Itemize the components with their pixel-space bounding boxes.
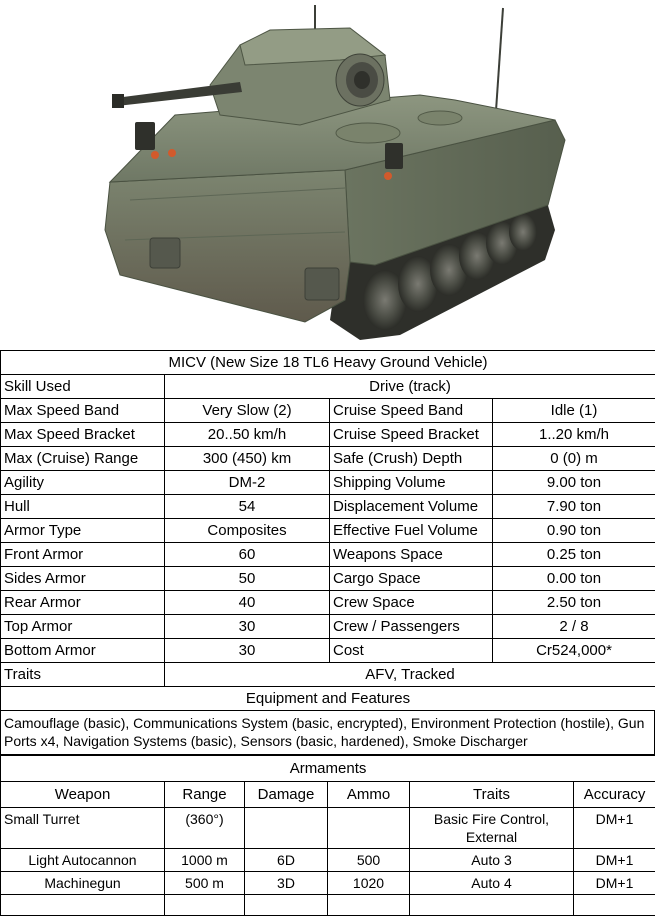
stat-value: DM-2 (165, 471, 330, 495)
skill-used-value: Drive (track) (165, 375, 655, 399)
weapon-ammo: 1020 (328, 872, 410, 895)
stat-value: 60 (165, 543, 330, 567)
stat-value: 9.00 ton (493, 471, 655, 495)
stat-label: Crew Space (330, 591, 493, 615)
stat-value: 0.90 ton (493, 519, 655, 543)
skill-used-label: Skill Used (1, 375, 165, 399)
stat-label: Displacement Volume (330, 495, 493, 519)
weapon-ammo: 500 (328, 849, 410, 872)
stat-label: Cruise Speed Band (330, 399, 493, 423)
equipment-list: Camouflage (basic), Communications System (basic, encrypted), Environment Protection (hostile), Gun Ports x4, Navigation Systems (basic), Sensors (basic, hardened), Smoke Discharger (0, 711, 655, 755)
column-header: Ammo (328, 782, 410, 808)
stat-value: 300 (450) km (165, 447, 330, 471)
stat-label: Cruise Speed Bracket (330, 423, 493, 447)
weapon-accuracy: DM+1 (574, 849, 655, 872)
weapon-range: (360°) (165, 808, 245, 849)
weapon-damage: 3D (245, 872, 328, 895)
stat-label: Shipping Volume (330, 471, 493, 495)
stats-row (1, 567, 655, 591)
weapon-range: 1000 m (165, 849, 245, 872)
stats-row (1, 543, 655, 567)
vehicle-title: MICV (New Size 18 TL6 Heavy Ground Vehicle) (1, 351, 655, 375)
stats-row (1, 447, 655, 471)
stats-row (1, 639, 655, 663)
traits-label: Traits (1, 663, 165, 687)
stats-row (1, 471, 655, 495)
stat-label: Cargo Space (330, 567, 493, 591)
stat-value: 2 / 8 (493, 615, 655, 639)
stat-label: Max (Cruise) Range (1, 447, 165, 471)
weapon-damage: 6D (245, 849, 328, 872)
equipment-heading: Equipment and Features (1, 687, 655, 711)
traits-value: AFV, Tracked (165, 663, 655, 687)
stats-row (1, 399, 655, 423)
stat-label: Hull (1, 495, 165, 519)
stat-value: 30 (165, 639, 330, 663)
stat-label: Agility (1, 471, 165, 495)
stat-label: Crew / Passengers (330, 615, 493, 639)
weapon-name: Small Turret (1, 808, 165, 849)
column-header: Traits (410, 782, 574, 808)
stats-row (1, 591, 655, 615)
stat-value: 0.00 ton (493, 567, 655, 591)
stat-value: 0 (0) m (493, 447, 655, 471)
stat-value: Very Slow (2) (165, 399, 330, 423)
weapon-traits: Basic Fire Control, External (410, 808, 574, 849)
weapon-traits: Auto 3 (410, 849, 574, 872)
stat-value: 54 (165, 495, 330, 519)
stat-label: Max Speed Band (1, 399, 165, 423)
weapon-accuracy: DM+1 (574, 872, 655, 895)
stat-value: 7.90 ton (493, 495, 655, 519)
weapon-name: Light Autocannon (1, 849, 165, 872)
stat-value: 0.25 ton (493, 543, 655, 567)
stat-value: Cr524,000* (493, 639, 655, 663)
vehicle-image (0, 0, 655, 350)
stat-label: Weapons Space (330, 543, 493, 567)
stat-value: Idle (1) (493, 399, 655, 423)
table-row-empty (1, 895, 655, 916)
stats-row (1, 495, 655, 519)
stat-label: Safe (Crush) Depth (330, 447, 493, 471)
armaments-heading: Armaments (1, 756, 655, 782)
table-row (1, 849, 655, 872)
column-header: Accuracy (574, 782, 655, 808)
stat-value: 20..50 km/h (165, 423, 330, 447)
stat-label: Armor Type (1, 519, 165, 543)
weapon-accuracy: DM+1 (574, 808, 655, 849)
vehicle-stats-table (0, 350, 655, 711)
stat-label: Sides Armor (1, 567, 165, 591)
stat-label: Cost (330, 639, 493, 663)
stat-value: 1..20 km/h (493, 423, 655, 447)
weapon-range: 500 m (165, 872, 245, 895)
stat-label: Top Armor (1, 615, 165, 639)
stat-label: Front Armor (1, 543, 165, 567)
stat-value: 2.50 ton (493, 591, 655, 615)
weapon-damage (245, 808, 328, 849)
stats-row (1, 519, 655, 543)
stat-value: Composites (165, 519, 330, 543)
micv-illustration (0, 0, 655, 350)
table-row (1, 872, 655, 895)
armaments-table (0, 755, 655, 916)
stat-value: 30 (165, 615, 330, 639)
weapon-name: Machinegun (1, 872, 165, 895)
table-row (1, 808, 655, 849)
stats-row (1, 423, 655, 447)
column-header: Range (165, 782, 245, 808)
weapon-traits: Auto 4 (410, 872, 574, 895)
weapon-ammo (328, 808, 410, 849)
stat-value: 40 (165, 591, 330, 615)
armaments-header-row (1, 782, 655, 808)
stat-label: Effective Fuel Volume (330, 519, 493, 543)
column-header: Damage (245, 782, 328, 808)
stat-label: Max Speed Bracket (1, 423, 165, 447)
column-header: Weapon (1, 782, 165, 808)
stats-row (1, 615, 655, 639)
stat-label: Rear Armor (1, 591, 165, 615)
stat-label: Bottom Armor (1, 639, 165, 663)
stat-value: 50 (165, 567, 330, 591)
